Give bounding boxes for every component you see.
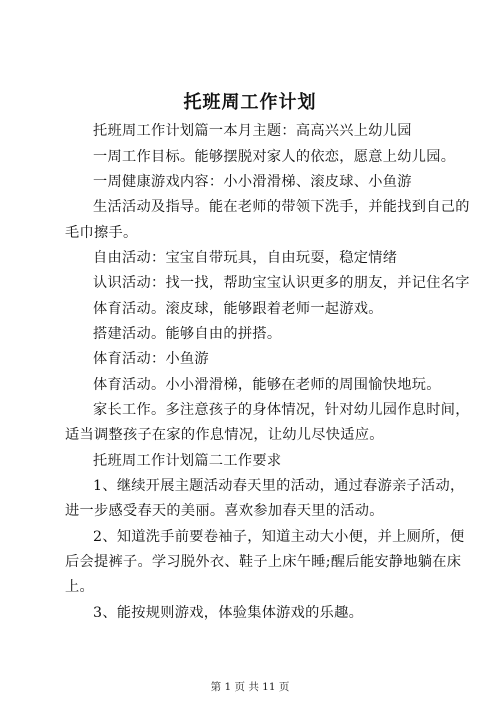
paragraph-line: 家长工作。多注意孩子的身体情况，针对幼儿园作息时间， <box>93 402 470 418</box>
paragraph-line: 一周工作目标。能够摆脱对家人的依恋，愿意上幼儿园。 <box>93 149 456 165</box>
paragraph-line: 毛巾擦手。 <box>65 225 138 241</box>
paragraph-line: 一周健康游戏内容：小小滑滑梯、滚皮球、小鱼游 <box>93 174 412 190</box>
document-title: 托班周工作计划 <box>183 92 317 113</box>
paragraph-line: 认识活动：找一找，帮助宝宝认识更多的朋友，并记住名字 <box>93 275 470 291</box>
page-number: 第 1 页 共 11 页 <box>210 681 290 693</box>
paragraph-line: 2、知道洗手前要卷袖子，知道主动大小便，并上厕所，便 <box>93 529 465 545</box>
paragraph-line: 搭建活动。能够自由的拼搭。 <box>93 326 282 342</box>
paragraph-line: 3、能按规则游戏，体验集体游戏的乐趣。 <box>93 605 364 621</box>
paragraph-line: 自由活动：宝宝自带玩具，自由玩耍，稳定情绪 <box>93 250 398 266</box>
paragraph-line: 进一步感受春天的美丽。喜欢参加春天里的活动。 <box>65 503 384 519</box>
paragraph-line: 生活活动及指导。能在老师的带领下洗手，并能找到自己的 <box>93 199 470 215</box>
paragraph-line: 后会提裤子。学习脱外衣、鞋子上床午睡;醒后能安静地躺在床 <box>65 554 462 570</box>
paragraph-line: 适当调整孩子在家的作息情况，让幼儿尽快适应。 <box>65 427 384 443</box>
paragraph-line: 1、继续开展主题活动春天里的活动，通过春游亲子活动， <box>93 478 465 494</box>
paragraph-line: 托班周工作计划篇一本月主题：高高兴兴上幼儿园 <box>93 123 412 139</box>
paragraph-line: 体育活动：小鱼游 <box>93 351 209 367</box>
paragraph-line: 体育活动。小小滑滑梯，能够在老师的周围愉快地玩。 <box>93 377 441 393</box>
paragraph-line: 托班周工作计划篇二工作要求 <box>93 453 282 469</box>
paragraph-line: 上。 <box>65 579 94 595</box>
paragraph-line: 体育活动。滚皮球，能够跟着老师一起游戏。 <box>93 301 383 317</box>
